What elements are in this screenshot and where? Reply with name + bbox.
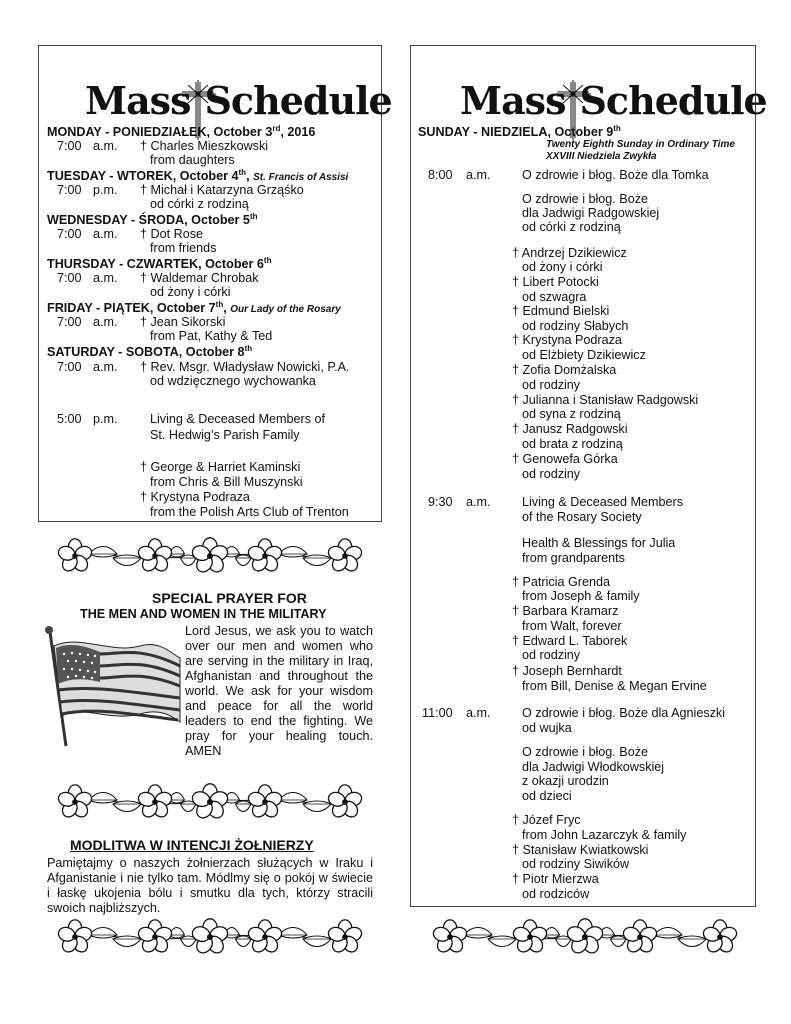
mass-ampm: a.m. <box>466 168 491 182</box>
mass-intention-cont: dla Jadwigi Włodkowskiej <box>522 760 665 774</box>
mass-time: 7:00 <box>57 183 82 197</box>
mass-intention: † Krystyna Podraza <box>140 490 250 504</box>
special-prayer-subtitle: THE MEN AND WOMEN IN THE MILITARY <box>80 607 327 621</box>
mass-intention: † Piotr Mierzwa <box>512 872 599 886</box>
mass-ampm: a.m. <box>466 706 491 720</box>
day-heading-sunday: SUNDAY - NIEDZIELA, October 9th <box>418 124 621 140</box>
mass-intention-from: from Bill, Denise & Megan Ervine <box>522 679 707 693</box>
mass-intention: † Waldemar Chrobak <box>140 271 259 285</box>
mass-intention: † Joseph Bernhardt <box>512 664 622 678</box>
flower-border-icon <box>55 782 365 822</box>
mass-intention-from: from Chris & Bill Muszynski <box>150 475 303 489</box>
mass-schedule-title-right <box>460 78 767 123</box>
title-word-schedule: Schedule <box>204 78 392 123</box>
mass-intention: † Julianna i Stanisław Radgowski <box>512 393 699 407</box>
polish-prayer-text: Pamiętajmy o naszych żołnierzach służących w Iraku i Afganistanie i nie tylko tam. Módlmy się o pokój w świecie i łaskę ukojenia bólu i smutku dla tych, którzy stracili swoich najbliższych. <box>47 856 373 915</box>
mass-intention: † Stanisław Kwiatkowski <box>512 843 649 857</box>
mass-intention-from: od rodziny <box>522 378 581 392</box>
special-prayer-title: SPECIAL PRAYER FOR <box>152 590 307 606</box>
day-heading-tuesday: TUESDAY - WTOREK, October 4th, St. Francis of Assisi <box>47 168 349 184</box>
mass-intention-from: od brata z rodziną <box>522 437 623 451</box>
mass-intention: Health & Blessings for Julia <box>522 536 676 550</box>
mass-intention-from: from daughters <box>150 153 235 167</box>
special-prayer-text: Lord Jesus, we ask you to watch over our men and women who are serving in the military in Iraq, Afghanistan and throughout the world. We ask for your wisdom and peace for all the world leaders to end the fighting. We pray for your healing touch. AMEN <box>185 624 373 758</box>
polish-prayer-title: MODLITWA W INTENCJI ŻOŁNIERZY <box>70 837 314 853</box>
day-heading-wednesday: WEDNESDAY - ŚRODA, October 5th <box>47 212 258 228</box>
flower-border-icon <box>430 917 740 957</box>
mass-intention: O zdrowie i błog. Boże dla Agnieszki <box>522 706 726 720</box>
mass-intention-cont: z okazji urodzin <box>522 774 609 788</box>
mass-intention-from: od Elżbiety Dzikiewicz <box>522 348 646 362</box>
mass-time: 7:00 <box>57 315 82 329</box>
mass-intention-cont: St. Hedwig’s Parish Family <box>150 428 300 442</box>
mass-intention: † George & Harriet Kaminski <box>140 460 301 474</box>
mass-time: 5:00 <box>57 412 82 426</box>
mass-intention-from: od wdzięcznego wychowanka <box>150 374 316 388</box>
mass-intention-from: from John Lazarczyk & family <box>522 828 687 842</box>
mass-intention: † Józef Fryc <box>512 813 581 827</box>
day-heading-friday: FRIDAY - PIĄTEK, October 7th, Our Lady of the Rosary <box>47 300 341 316</box>
day-heading-saturday: SATURDAY - SOBOTA, October 8th <box>47 344 253 360</box>
mass-intention: † Rev. Msgr. Władysław Nowicki, P.A. <box>140 360 350 374</box>
mass-intention-from: from the Polish Arts Club of Trenton <box>150 505 349 519</box>
mass-intention: † Patricia Grenda <box>512 575 611 589</box>
mass-intention: † Edward L. Taborek <box>512 634 628 648</box>
mass-intention-from: od rodziny Siwików <box>522 857 630 871</box>
mass-ampm: a.m. <box>93 315 118 329</box>
mass-time: 9:30 <box>428 495 453 509</box>
mass-intention-from: od rodziny <box>522 648 581 662</box>
sunday-subtitle-en: Twenty Eighth Sunday in Ordinary Time <box>546 139 735 150</box>
mass-time: 7:00 <box>57 227 82 241</box>
mass-intention-from: od wujka <box>522 721 572 735</box>
mass-time: 11:00 <box>422 706 453 720</box>
mass-intention-from: from Pat, Kathy & Ted <box>150 329 273 343</box>
mass-intention-from: od rodziny <box>522 467 581 481</box>
title-word-mass: Mass <box>460 78 566 123</box>
mass-intention: † Libert Potocki <box>512 275 599 289</box>
mass-intention: † Janusz Radgowski <box>512 422 628 436</box>
mass-time: 7:00 <box>57 139 82 153</box>
mass-intention: Living & Deceased Members <box>522 495 683 509</box>
mass-intention-from: od żony i córki <box>522 260 603 274</box>
sunday-subtitle-pl: XXVIII Niedziela Zwykła <box>546 151 657 162</box>
mass-intention: † Barbara Kramarz <box>512 604 619 618</box>
mass-intention-from: od dzieci <box>522 789 572 803</box>
mass-schedule-title-left <box>85 78 392 123</box>
mass-intention-from: from Walt, forever <box>522 619 622 633</box>
day-heading-monday: MONDAY - PONIEDZIAŁEK, October 3rd, 2016 <box>47 124 316 140</box>
mass-intention: † Dot Rose <box>140 227 203 241</box>
mass-intention-cont: dla Jadwigi Radgowskiej <box>522 206 660 220</box>
mass-ampm: a.m. <box>466 495 491 509</box>
mass-intention: † Charles Mieszkowski <box>140 139 269 153</box>
mass-intention-from: from friends <box>150 241 217 255</box>
mass-time: 8:00 <box>428 168 453 182</box>
mass-intention-from: from grandparents <box>522 551 625 565</box>
mass-ampm: p.m. <box>93 412 118 426</box>
mass-intention-from: od żony i córki <box>150 285 231 299</box>
mass-intention: † Andrzej Dzikiewicz <box>512 246 627 260</box>
mass-intention: † Michał i Katarzyna Grząśko <box>140 183 304 197</box>
mass-intention-from: od szwagra <box>522 290 587 304</box>
day-heading-thursday: THURSDAY - CZWARTEK, October 6th <box>47 256 272 272</box>
mass-intention: † Krystyna Podraza <box>512 333 622 347</box>
flower-border-icon <box>55 917 365 957</box>
mass-intention: O zdrowie i błog. Boże dla Tomka <box>522 168 709 182</box>
mass-time: 7:00 <box>57 360 82 374</box>
mass-intention-from: od syna z rodziną <box>522 407 621 421</box>
mass-ampm: p.m. <box>93 183 118 197</box>
mass-intention: † Edmund Bielski <box>512 304 610 318</box>
mass-intention: † Genowefa Górka <box>512 452 618 466</box>
mass-intention-from: od córki z rodziną <box>522 220 621 234</box>
mass-intention: Living & Deceased Members of <box>150 412 325 426</box>
flower-border-icon <box>55 536 365 576</box>
american-flag-icon <box>40 624 182 749</box>
mass-intention: O zdrowie i błog. Boże <box>522 745 648 759</box>
mass-intention-from: od rodziny Słabych <box>522 319 629 333</box>
mass-time: 7:00 <box>57 271 82 285</box>
mass-intention-from: od rodziców <box>522 887 590 901</box>
mass-ampm: a.m. <box>93 139 118 153</box>
title-word-mass: Mass <box>85 78 191 123</box>
mass-ampm: a.m. <box>93 227 118 241</box>
mass-intention: † Jean Sikorski <box>140 315 226 329</box>
mass-intention-from: od córki z rodziną <box>150 197 249 211</box>
mass-intention: O zdrowie i błog. Boże <box>522 192 648 206</box>
title-word-schedule: Schedule <box>579 78 767 123</box>
mass-intention-cont: of the Rosary Society <box>522 510 642 524</box>
mass-intention: † Zofia Domżalska <box>512 363 617 377</box>
mass-intention-from: from Joseph & family <box>522 589 640 603</box>
mass-ampm: a.m. <box>93 360 118 374</box>
mass-ampm: a.m. <box>93 271 118 285</box>
